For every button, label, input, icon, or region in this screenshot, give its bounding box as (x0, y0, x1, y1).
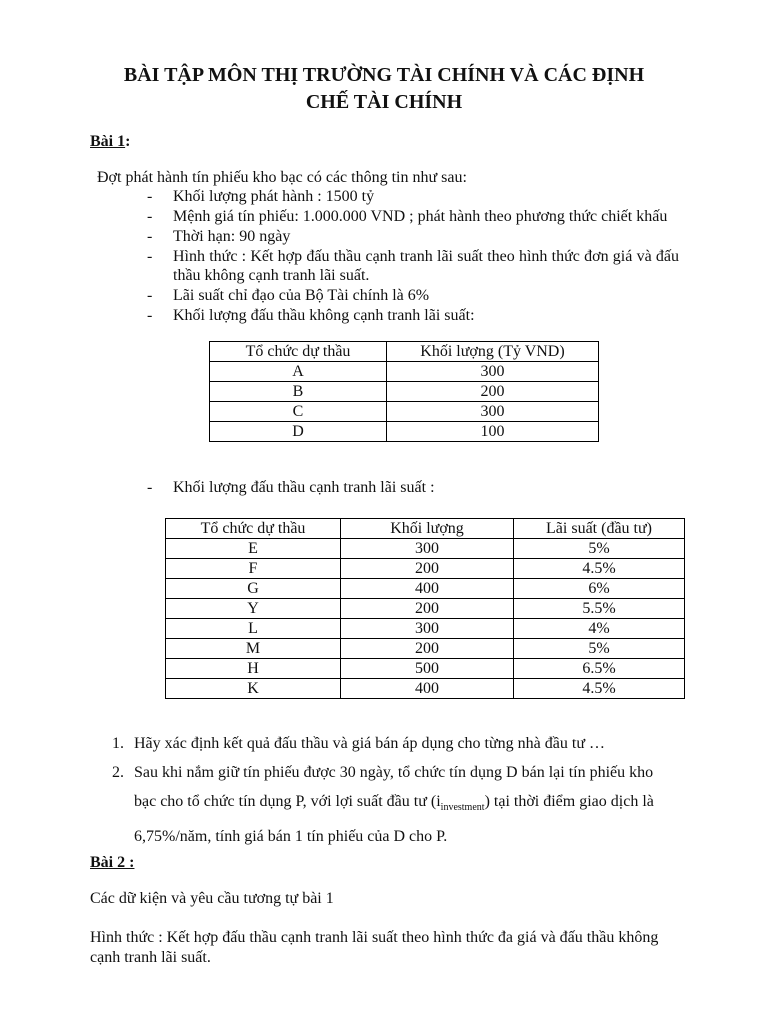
question-number: 2. (112, 764, 124, 781)
bullet-item: - Khối lượng đấu thầu không cạnh tranh lãi suất: (147, 306, 679, 325)
table-row (210, 382, 599, 402)
table-cell: 6% (514, 579, 685, 599)
bai2-line-1: Các dữ kiện và yêu cầu tương tự bài 1 (90, 890, 334, 907)
table-cell: F (166, 559, 341, 579)
bai1-bullet-list (147, 187, 679, 326)
competitive-bid-table (165, 518, 685, 699)
table-row (210, 362, 599, 382)
question-2-line-2-text-b: ) tại thời điểm giao dịch là (484, 793, 654, 810)
table-cell: E (166, 539, 341, 559)
question-2 (112, 758, 682, 851)
bai2-line-2a: Hình thức : Kết hợp đấu thầu cạnh tranh lãi suất theo hình thức đa giá và đấu thầu không (90, 929, 659, 946)
table-row (166, 599, 685, 619)
table-cell: H (166, 659, 341, 679)
table-cell: 4% (514, 619, 685, 639)
table-cell: 200 (341, 599, 514, 619)
table-row (166, 679, 685, 699)
bullet-competitive (147, 478, 435, 498)
document-title-line-2: CHẾ TÀI CHÍNH (305, 91, 463, 113)
table-cell: 400 (341, 679, 514, 699)
question-number: 1. (112, 735, 124, 752)
table-row (166, 619, 685, 639)
table-header-cell: Lãi suất (đầu tư) (514, 519, 685, 539)
bullet-item: - Khối lượng phát hành : 1500 tỷ (147, 187, 679, 206)
table-cell: 200 (341, 559, 514, 579)
document-title-line-1: BÀI TẬP MÔN THỊ TRƯỜNG TÀI CHÍNH VÀ CÁC ĐỊNH (123, 64, 645, 86)
question-text: Hãy xác định kết quả đấu thầu và giá bán áp dụng cho từng nhà đầu tư … (134, 735, 605, 752)
question-2-line-3: 6,75%/năm, tính giá bán 1 tín phiếu của D cho P. (134, 828, 448, 846)
question-2-line-2 (134, 787, 682, 822)
bai2-heading: Bài 2 : (90, 854, 135, 871)
bai1-heading-text: Bài 1 (90, 133, 126, 150)
bullet-dash: - (147, 479, 153, 496)
bullet-item: - Lãi suất chỉ đạo của Bộ Tài chính là 6% (147, 286, 679, 305)
table-row (166, 639, 685, 659)
bai2-line-2b: cạnh tranh lãi suất. (90, 949, 211, 966)
table-cell: 400 (341, 579, 514, 599)
table-header-row (210, 342, 599, 362)
question-1 (112, 735, 682, 753)
table-header-cell: Khối lượng (341, 519, 514, 539)
table-cell: 5.5% (514, 599, 685, 619)
table-cell: G (166, 579, 341, 599)
table-row (166, 539, 685, 559)
table-header-cell: Tổ chức dự thầu (210, 342, 387, 362)
table-cell: 4.5% (514, 679, 685, 699)
table-cell: 300 (387, 362, 599, 382)
table-cell: M (166, 639, 341, 659)
table-cell: 300 (341, 619, 514, 639)
table-cell: 300 (341, 539, 514, 559)
table-cell: 5% (514, 539, 685, 559)
table-header-row (166, 519, 685, 539)
bullet-item: - Hình thức : Kết hợp đấu thầu cạnh tranh lãi suất theo hình thức đơn giá và đấu thầu không cạnh tranh lãi suất. (147, 247, 679, 285)
table-cell: 6.5% (514, 659, 685, 679)
question-2-line-1: Sau khi nắm giữ tín phiếu được 30 ngày, tổ chức tín dụng D bán lại tín phiếu kho (134, 764, 654, 781)
table-cell: L (166, 619, 341, 639)
bullet-item: - Mệnh giá tín phiếu: 1.000.000 VND ; phát hành theo phương thức chiết khấu (147, 207, 679, 226)
table-cell: B (210, 382, 387, 402)
table-cell: A (210, 362, 387, 382)
table-cell: 4.5% (514, 559, 685, 579)
table-cell: 100 (387, 422, 599, 442)
investment-subscript: investment (440, 802, 485, 814)
table-header-cell: Khối lượng (Tỷ VND) (387, 342, 599, 362)
bullet-competitive-text: Khối lượng đấu thầu cạnh tranh lãi suất : (173, 479, 435, 496)
bullet-item: - Thời hạn: 90 ngày (147, 227, 679, 246)
table-row (166, 559, 685, 579)
bai1-intro: Đợt phát hành tín phiếu kho bạc có các thông tin như sau: (97, 169, 467, 186)
bai2-paragraph (90, 928, 680, 968)
table-cell: 200 (341, 639, 514, 659)
table-row (166, 659, 685, 679)
table-cell: K (166, 679, 341, 699)
table-row (210, 422, 599, 442)
table-row (166, 579, 685, 599)
non-competitive-bid-table (209, 341, 599, 442)
table-cell: C (210, 402, 387, 422)
table-cell: 200 (387, 382, 599, 402)
table-cell: 300 (387, 402, 599, 422)
bai1-heading-colon: : (125, 133, 131, 150)
table-cell: 500 (341, 659, 514, 679)
table-row (210, 402, 599, 422)
question-2-line-2-text-a: bạc cho tổ chức tín dụng P, với lợi suất đầu tư (i (134, 793, 441, 810)
table-cell: D (210, 422, 387, 442)
table-cell: 5% (514, 639, 685, 659)
bai1-heading (90, 133, 130, 151)
table-header-cell: Tổ chức dự thầu (166, 519, 341, 539)
table-cell: Y (166, 599, 341, 619)
